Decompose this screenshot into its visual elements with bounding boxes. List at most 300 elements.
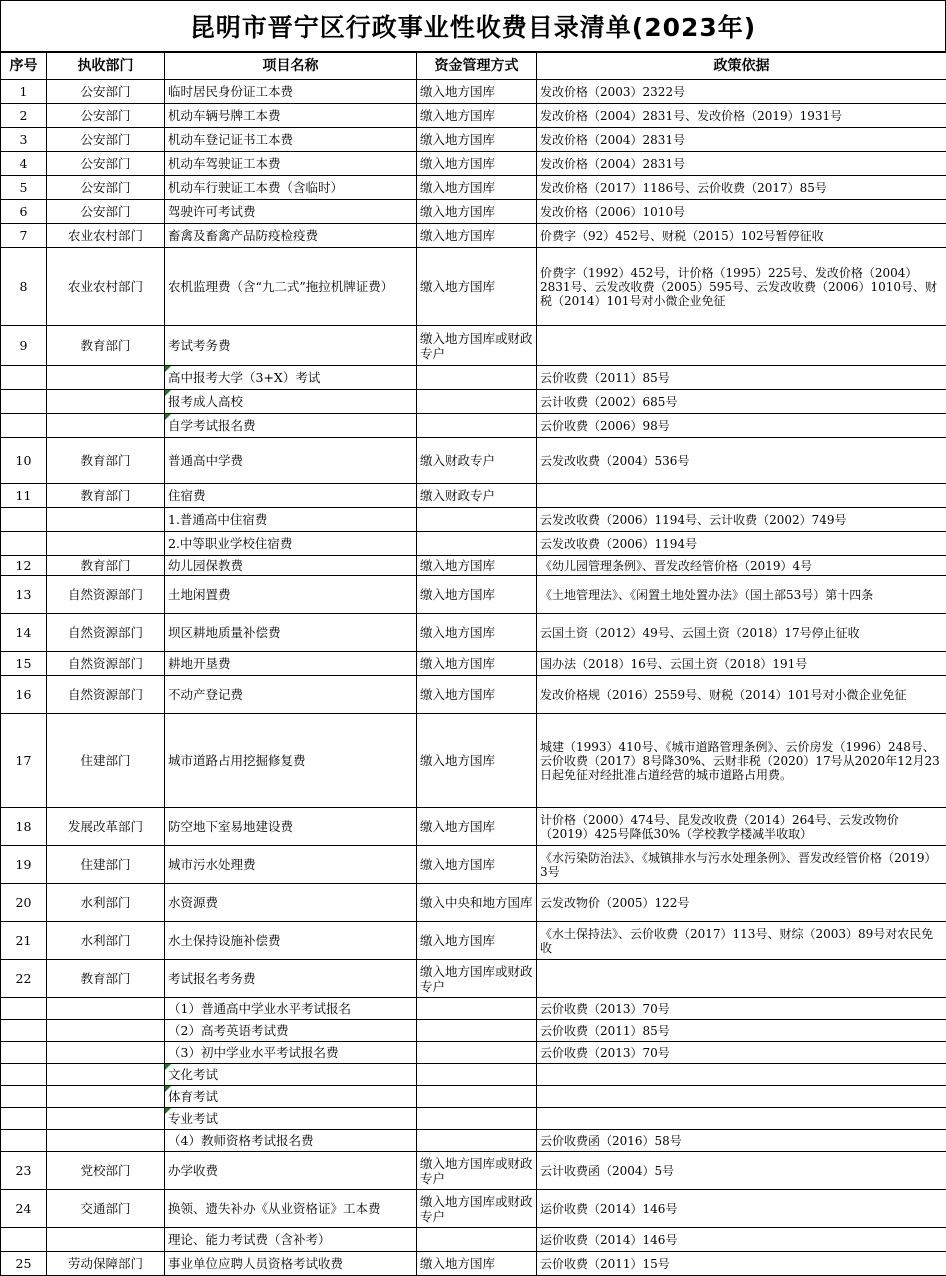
row-item-name-text: 幼儿园保教费 — [168, 558, 243, 573]
row-policy-basis-text: 《水土保持法》、云价收费（2017）113号、财综（2003）89号对农民免收 — [540, 927, 933, 955]
row-department-text: 住建部门 — [80, 753, 130, 768]
row-item-name — [165, 808, 417, 846]
row-number — [1, 808, 47, 846]
row-number-text: 9 — [20, 338, 28, 353]
row-department — [47, 1228, 165, 1252]
row-item-name — [165, 200, 417, 224]
row-fund-method — [417, 884, 537, 922]
table-row — [1, 1190, 946, 1228]
table-row — [1, 960, 946, 998]
row-policy-basis — [537, 326, 946, 366]
row-number-text: 22 — [16, 971, 32, 986]
row-item-name-text: 报考成人高校 — [168, 394, 243, 409]
row-item-name — [165, 1130, 417, 1152]
row-number-text: 10 — [16, 453, 32, 468]
row-item-name — [165, 390, 417, 414]
row-fund-method — [417, 104, 537, 128]
row-policy-basis — [537, 1190, 946, 1228]
row-fund-method — [417, 176, 537, 200]
row-policy-basis — [537, 1108, 946, 1130]
header-fund: 资金管理方式 — [417, 53, 537, 80]
page-title: 昆明市晋宁区行政事业性收费目录清单(2023年) — [0, 0, 946, 52]
row-policy-basis — [537, 508, 946, 532]
row-fund-method-text: 缴入地方国库 — [420, 687, 495, 702]
row-item-name-text: 机动车驾驶证工本费 — [168, 156, 281, 171]
row-policy-basis-text: 发改价格（2003）2322号 — [540, 85, 685, 99]
row-fund-method-text: 缴入地方国库 — [420, 587, 495, 602]
table-row — [1, 414, 946, 438]
row-fund-method — [417, 1020, 537, 1042]
cell-comment-marker — [165, 390, 171, 396]
row-department — [47, 414, 165, 438]
row-department — [47, 1190, 165, 1228]
row-fund-method — [417, 1152, 537, 1190]
table-row — [1, 1152, 946, 1190]
row-fund-method-text: 缴入地方国库 — [420, 1256, 495, 1271]
row-item-name — [165, 556, 417, 576]
row-fund-method-text: 缴入地方国库 — [420, 819, 495, 834]
row-number — [1, 1152, 47, 1190]
row-fund-method-text: 缴入地方国库 — [420, 558, 495, 573]
row-policy-basis-text: 云价收费（2013）70号 — [540, 1046, 670, 1060]
table-row — [1, 128, 946, 152]
row-department-text: 党校部门 — [80, 1163, 130, 1178]
row-fund-method-text: 缴入地方国库 — [420, 204, 495, 219]
row-item-name-text: （2）高考英语考试费 — [168, 1023, 288, 1038]
row-fund-method-text: 缴入地方国库 — [420, 857, 495, 872]
table-row — [1, 1086, 946, 1108]
row-department — [47, 508, 165, 532]
row-department-text: 水利部门 — [80, 933, 130, 948]
table-row — [1, 152, 946, 176]
row-department-text: 水利部门 — [80, 895, 130, 910]
row-fund-method-text: 缴入地方国库 — [420, 228, 495, 243]
table-row — [1, 576, 946, 614]
row-department — [47, 366, 165, 390]
row-fund-method — [417, 846, 537, 884]
row-number-text: 7 — [20, 228, 28, 243]
row-policy-basis — [537, 366, 946, 390]
row-number — [1, 80, 47, 104]
row-department-text: 自然资源部门 — [68, 687, 143, 702]
row-policy-basis — [537, 614, 946, 652]
row-fund-method — [417, 676, 537, 714]
row-item-name-text: 防空地下室易地建设费 — [168, 819, 293, 834]
table-row — [1, 1042, 946, 1064]
row-department — [47, 1130, 165, 1152]
row-fund-method — [417, 438, 537, 484]
row-policy-basis — [537, 176, 946, 200]
row-department — [47, 176, 165, 200]
row-item-name — [165, 1042, 417, 1064]
row-policy-basis — [537, 80, 946, 104]
row-number-text: 18 — [16, 819, 32, 834]
table-row — [1, 532, 946, 556]
row-fund-method — [417, 1064, 537, 1086]
row-department — [47, 884, 165, 922]
row-number — [1, 1042, 47, 1064]
row-number-text: 5 — [20, 180, 28, 195]
row-item-name-text: 城市污水处理费 — [168, 857, 256, 872]
table-body — [1, 80, 946, 1276]
row-department-text: 公安部门 — [80, 132, 130, 147]
row-fund-method — [417, 1108, 537, 1130]
row-department — [47, 714, 165, 808]
row-fund-method-text: 缴入地方国库 — [420, 753, 495, 768]
row-policy-basis — [537, 1130, 946, 1152]
row-fund-method-text: 缴入地方国库 — [420, 84, 495, 99]
row-policy-basis — [537, 484, 946, 508]
row-fund-method-text: 缴入地方国库 — [420, 108, 495, 123]
row-fund-method-text: 缴入地方国库或财政专户 — [420, 331, 533, 361]
row-department-text: 交通部门 — [80, 1201, 130, 1216]
row-department-text: 住建部门 — [80, 857, 130, 872]
row-policy-basis-text: 云计收费（2002）685号 — [540, 395, 677, 409]
row-department — [47, 808, 165, 846]
row-policy-basis — [537, 104, 946, 128]
row-number — [1, 1020, 47, 1042]
row-number-text: 4 — [20, 156, 28, 171]
row-department — [47, 922, 165, 960]
row-item-name-text: 2.中等职业学校住宿费 — [168, 536, 292, 551]
row-fund-method — [417, 414, 537, 438]
row-number — [1, 652, 47, 676]
table-row — [1, 1064, 946, 1086]
table-row — [1, 1228, 946, 1252]
table-row — [1, 614, 946, 652]
row-number — [1, 390, 47, 414]
row-item-name — [165, 104, 417, 128]
row-fund-method — [417, 998, 537, 1020]
table-row — [1, 484, 946, 508]
table-row — [1, 326, 946, 366]
table-row — [1, 846, 946, 884]
row-fund-method-text: 缴入地方国库或财政专户 — [420, 964, 533, 994]
row-item-name — [165, 326, 417, 366]
row-department-text: 教育部门 — [80, 488, 130, 503]
row-department — [47, 152, 165, 176]
cell-comment-marker — [165, 414, 171, 420]
row-item-name — [165, 960, 417, 998]
row-department-text: 农业农村部门 — [68, 228, 143, 243]
row-number — [1, 248, 47, 326]
row-policy-basis-text: 国办法（2018）16号、云国土资（2018）191号 — [540, 657, 807, 671]
row-department — [47, 1108, 165, 1130]
row-item-name-text: 高中报考大学（3+X）考试 — [168, 370, 320, 385]
cell-comment-marker — [165, 1086, 171, 1092]
table-row — [1, 80, 946, 104]
row-number — [1, 714, 47, 808]
row-item-name-text: 城市道路占用挖掘修复费 — [168, 753, 306, 768]
row-number-text: 21 — [16, 933, 32, 948]
row-item-name — [165, 614, 417, 652]
row-item-name-text: 土地闲置费 — [168, 587, 231, 602]
row-number — [1, 508, 47, 532]
row-fund-method — [417, 614, 537, 652]
row-department — [47, 1064, 165, 1086]
row-fund-method-text: 缴入地方国库 — [420, 656, 495, 671]
row-policy-basis-text: 云计收费函（2004）5号 — [540, 1164, 674, 1178]
row-fund-method — [417, 1042, 537, 1064]
row-item-name — [165, 414, 417, 438]
row-number — [1, 366, 47, 390]
row-item-name-text: 自学考试报名费 — [168, 418, 256, 433]
row-policy-basis-text: 发改价格（2004）2831号、发改价格（2019）1931号 — [540, 109, 842, 123]
table-row — [1, 1252, 946, 1276]
row-item-name — [165, 248, 417, 326]
row-item-name — [165, 576, 417, 614]
row-policy-basis — [537, 152, 946, 176]
row-policy-basis — [537, 128, 946, 152]
row-fund-method — [417, 960, 537, 998]
row-number-text: 11 — [16, 488, 32, 503]
row-fund-method — [417, 576, 537, 614]
row-item-name-text: 1.普通高中住宿费 — [168, 512, 267, 527]
row-policy-basis-text: 计价格（2000）474号、昆发改收费（2014）264号、云发改物价（2019）425号降低30%（学校教学楼减半收取） — [540, 813, 899, 841]
row-item-name-text: 耕地开垦费 — [168, 656, 231, 671]
row-item-name-text: 机动车行驶证工本费（含临时） — [168, 180, 343, 195]
row-item-name-text: 水资源费 — [168, 895, 218, 910]
row-item-name — [165, 484, 417, 508]
row-department — [47, 998, 165, 1020]
row-policy-basis-text: 云价收费（2006）98号 — [540, 419, 670, 433]
row-item-name-text: 办学收费 — [168, 1163, 218, 1178]
row-policy-basis — [537, 884, 946, 922]
row-item-name-text: 畜禽及畜禽产品防疫检疫费 — [168, 228, 318, 243]
row-item-name-text: 理论、能力考试费（含补考） — [168, 1232, 331, 1247]
row-number — [1, 176, 47, 200]
row-fund-method — [417, 326, 537, 366]
row-department — [47, 576, 165, 614]
row-policy-basis — [537, 1252, 946, 1276]
row-fund-method — [417, 200, 537, 224]
row-number — [1, 960, 47, 998]
row-number-text: 6 — [20, 204, 28, 219]
table-row — [1, 1020, 946, 1042]
table-header-row — [1, 53, 946, 80]
row-department-text: 教育部门 — [80, 558, 130, 573]
row-item-name-text: 驾驶许可考试费 — [168, 204, 256, 219]
row-fund-method — [417, 1252, 537, 1276]
row-policy-basis — [537, 438, 946, 484]
row-number — [1, 484, 47, 508]
row-policy-basis — [537, 556, 946, 576]
row-policy-basis-text: 发改价格（2006）1010号 — [540, 205, 685, 219]
row-number — [1, 200, 47, 224]
row-policy-basis-text: 城建（1993）410号、《城市道路管理条例》、云价房发（1996）248号、云价收费（2017）8号降30%、云财非税（2020）17号从2020年12月23日起免征对经批准占道经营的城市道路占用费。 — [540, 740, 940, 782]
row-item-name — [165, 224, 417, 248]
cell-comment-marker — [165, 1064, 171, 1070]
row-number-text: 20 — [16, 895, 32, 910]
row-item-name — [165, 438, 417, 484]
row-policy-basis — [537, 200, 946, 224]
row-number — [1, 922, 47, 960]
row-number — [1, 532, 47, 556]
row-fund-method — [417, 1086, 537, 1108]
row-policy-basis — [537, 922, 946, 960]
row-policy-basis-text: 发改价格（2004）2831号 — [540, 157, 685, 171]
row-number — [1, 414, 47, 438]
row-item-name-text: 专业考试 — [168, 1111, 218, 1126]
row-item-name-text: 文化考试 — [168, 1067, 218, 1082]
cell-comment-marker — [165, 1108, 171, 1114]
row-department — [47, 1086, 165, 1108]
row-department — [47, 556, 165, 576]
row-policy-basis-text: 云发改收费（2006）1194号 — [540, 537, 697, 551]
row-number — [1, 846, 47, 884]
row-item-name — [165, 922, 417, 960]
row-policy-basis — [537, 1064, 946, 1086]
row-number — [1, 1086, 47, 1108]
row-policy-basis-text: 《幼儿园管理条例》、晋发改经管价格（2019）4号 — [540, 559, 812, 573]
row-number-text: 16 — [16, 687, 32, 702]
row-policy-basis — [537, 652, 946, 676]
table-row — [1, 1130, 946, 1152]
row-department — [47, 1042, 165, 1064]
table-row — [1, 808, 946, 846]
row-number-text: 3 — [20, 132, 28, 147]
row-item-name — [165, 128, 417, 152]
table-row — [1, 714, 946, 808]
row-policy-basis-text: 发改价格（2017）1186号、云价收费（2017）85号 — [540, 181, 827, 195]
row-fund-method-text: 缴入地方国库 — [420, 279, 495, 294]
row-number — [1, 438, 47, 484]
row-policy-basis-text: 云价收费函（2016）58号 — [540, 1134, 682, 1148]
row-policy-basis-text: 运价收费（2014）146号 — [540, 1202, 677, 1216]
row-policy-basis-text: 价费字（1992）452号，计价格（1995）225号、发改价格（2004）2831号、云发改收费（2005）595号、云发改收费（2006）1010号、财税（2014）101号对小微企业免征 — [540, 266, 937, 308]
row-item-name-text: 坝区耕地质量补偿费 — [168, 625, 281, 640]
row-policy-basis-text: 云价收费（2011）85号 — [540, 371, 670, 385]
row-department — [47, 438, 165, 484]
row-item-name-text: 考试报名考务费 — [168, 971, 256, 986]
row-number — [1, 326, 47, 366]
row-item-name — [165, 532, 417, 556]
row-number — [1, 1190, 47, 1228]
row-item-name-text: 考试考务费 — [168, 338, 231, 353]
row-fund-method — [417, 1190, 537, 1228]
row-department — [47, 484, 165, 508]
table-row — [1, 366, 946, 390]
row-department-text: 公安部门 — [80, 180, 130, 195]
row-fund-method — [417, 532, 537, 556]
table-row — [1, 176, 946, 200]
row-item-name — [165, 1086, 417, 1108]
row-policy-basis — [537, 532, 946, 556]
row-fund-method — [417, 922, 537, 960]
row-item-name-text: 体育考试 — [168, 1089, 218, 1104]
row-department — [47, 224, 165, 248]
row-policy-basis — [537, 846, 946, 884]
row-fund-method — [417, 390, 537, 414]
row-number — [1, 1130, 47, 1152]
row-policy-basis — [537, 1042, 946, 1064]
row-department-text: 教育部门 — [80, 453, 130, 468]
row-department-text: 自然资源部门 — [68, 587, 143, 602]
row-number-text: 13 — [16, 587, 32, 602]
row-policy-basis-text: 价费字（92）452号、财税（2015）102号暂停征收 — [540, 229, 824, 243]
table-row — [1, 104, 946, 128]
row-fund-method-text: 缴入中央和地方国库 — [420, 895, 533, 910]
row-department — [47, 248, 165, 326]
row-item-name-text: 机动车辆号牌工本费 — [168, 108, 281, 123]
table-row — [1, 438, 946, 484]
row-department — [47, 614, 165, 652]
row-policy-basis-text: 云价收费（2013）70号 — [540, 1002, 670, 1016]
row-number-text: 25 — [16, 1256, 32, 1271]
row-number-text: 2 — [20, 108, 28, 123]
row-number-text: 12 — [16, 558, 32, 573]
row-number — [1, 224, 47, 248]
row-item-name-text: 事业单位应聘人员资格考试收费 — [168, 1256, 343, 1271]
row-item-name-text: 农机监理费（含“九二式”拖拉机牌证费） — [168, 279, 393, 294]
row-department-text: 劳动保障部门 — [68, 1256, 143, 1271]
row-policy-basis-text: 发改价格规（2016）2559号、财税（2014）101号对小微企业免征 — [540, 688, 907, 702]
row-policy-basis — [537, 808, 946, 846]
row-item-name-text: （1）普通高中学业水平考试报名 — [168, 1001, 351, 1016]
row-department — [47, 532, 165, 556]
row-department-text: 教育部门 — [80, 971, 130, 986]
row-item-name — [165, 176, 417, 200]
row-item-name — [165, 1252, 417, 1276]
row-policy-basis-text: 《水污染防治法》、《城镇排水与污水处理条例》、晋发改经管价格（2019）3号 — [540, 851, 937, 879]
row-number — [1, 128, 47, 152]
row-item-name-text: 住宿费 — [168, 488, 206, 503]
row-item-name — [165, 80, 417, 104]
row-item-name — [165, 366, 417, 390]
row-number-text: 19 — [16, 857, 32, 872]
row-department-text: 公安部门 — [80, 204, 130, 219]
row-policy-basis — [537, 414, 946, 438]
row-item-name — [165, 1152, 417, 1190]
row-number-text: 24 — [16, 1201, 32, 1216]
row-department — [47, 128, 165, 152]
row-item-name — [165, 714, 417, 808]
row-fund-method — [417, 1228, 537, 1252]
row-item-name — [165, 508, 417, 532]
row-department — [47, 676, 165, 714]
row-fund-method-text: 缴入地方国库或财政专户 — [420, 1194, 533, 1224]
row-department-text: 公安部门 — [80, 156, 130, 171]
row-department — [47, 326, 165, 366]
row-department — [47, 1252, 165, 1276]
row-item-name-text: 普通高中学费 — [168, 453, 243, 468]
row-policy-basis-text: 云价收费（2011）85号 — [540, 1024, 670, 1038]
row-number — [1, 1108, 47, 1130]
row-policy-basis — [537, 1152, 946, 1190]
row-policy-basis-text: 运价收费（2014）146号 — [540, 1233, 677, 1247]
row-fund-method — [417, 80, 537, 104]
row-fund-method — [417, 248, 537, 326]
row-department-text: 教育部门 — [80, 338, 130, 353]
row-department — [47, 1152, 165, 1190]
header-item: 项目名称 — [165, 53, 417, 80]
row-item-name-text: 水土保持设施补偿费 — [168, 933, 281, 948]
row-item-name — [165, 1020, 417, 1042]
row-policy-basis — [537, 576, 946, 614]
row-number — [1, 1064, 47, 1086]
row-number-text: 8 — [20, 279, 28, 294]
row-number-text: 14 — [16, 625, 32, 640]
table-row — [1, 998, 946, 1020]
cell-comment-marker — [165, 366, 171, 372]
row-number-text: 23 — [16, 1163, 32, 1178]
row-item-name-text: （3）初中学业水平考试报名费 — [168, 1045, 338, 1060]
row-policy-basis — [537, 390, 946, 414]
row-item-name — [165, 1228, 417, 1252]
table-row — [1, 676, 946, 714]
table-row — [1, 248, 946, 326]
row-policy-basis — [537, 714, 946, 808]
